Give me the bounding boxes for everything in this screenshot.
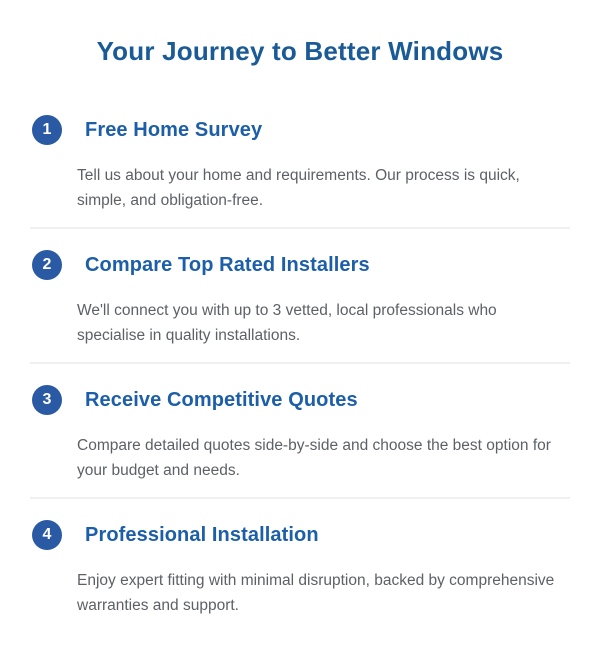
step-item-1 bbox=[30, 67, 570, 229]
step-3-description: Compare detailed quotes side-by-side and choose the best option for your budget and needs. bbox=[77, 437, 551, 480]
step-item-2 bbox=[30, 229, 570, 364]
step-1-description: Tell us about your home and requirements. Our process is quick, simple, and obligation-free. bbox=[77, 167, 520, 210]
step-item-4 bbox=[30, 499, 570, 632]
step-2-header bbox=[30, 250, 570, 280]
page-title: Your Journey to Better Windows bbox=[96, 36, 504, 66]
step-3-header bbox=[30, 385, 570, 415]
step-1-header bbox=[30, 115, 570, 145]
step-3-heading: Receive Competitive Quotes bbox=[85, 388, 358, 411]
step-3-number-badge: 3 bbox=[32, 385, 62, 415]
step-1-heading: Free Home Survey bbox=[85, 118, 263, 141]
step-item-3 bbox=[30, 364, 570, 499]
step-4-header bbox=[30, 520, 570, 550]
step-1-number-badge: 1 bbox=[32, 115, 62, 145]
step-4-description: Enjoy expert fitting with minimal disruption, backed by comprehensive warranties and support. bbox=[77, 572, 555, 615]
step-4-heading: Professional Installation bbox=[85, 523, 319, 546]
journey-steps-list bbox=[30, 67, 570, 632]
step-4-number-badge: 4 bbox=[32, 520, 62, 550]
step-2-description: We'll connect you with up to 3 vetted, local professionals who specialise in quality installations. bbox=[77, 302, 497, 345]
step-2-heading: Compare Top Rated Installers bbox=[85, 253, 370, 276]
step-2-number-badge: 2 bbox=[32, 250, 62, 280]
